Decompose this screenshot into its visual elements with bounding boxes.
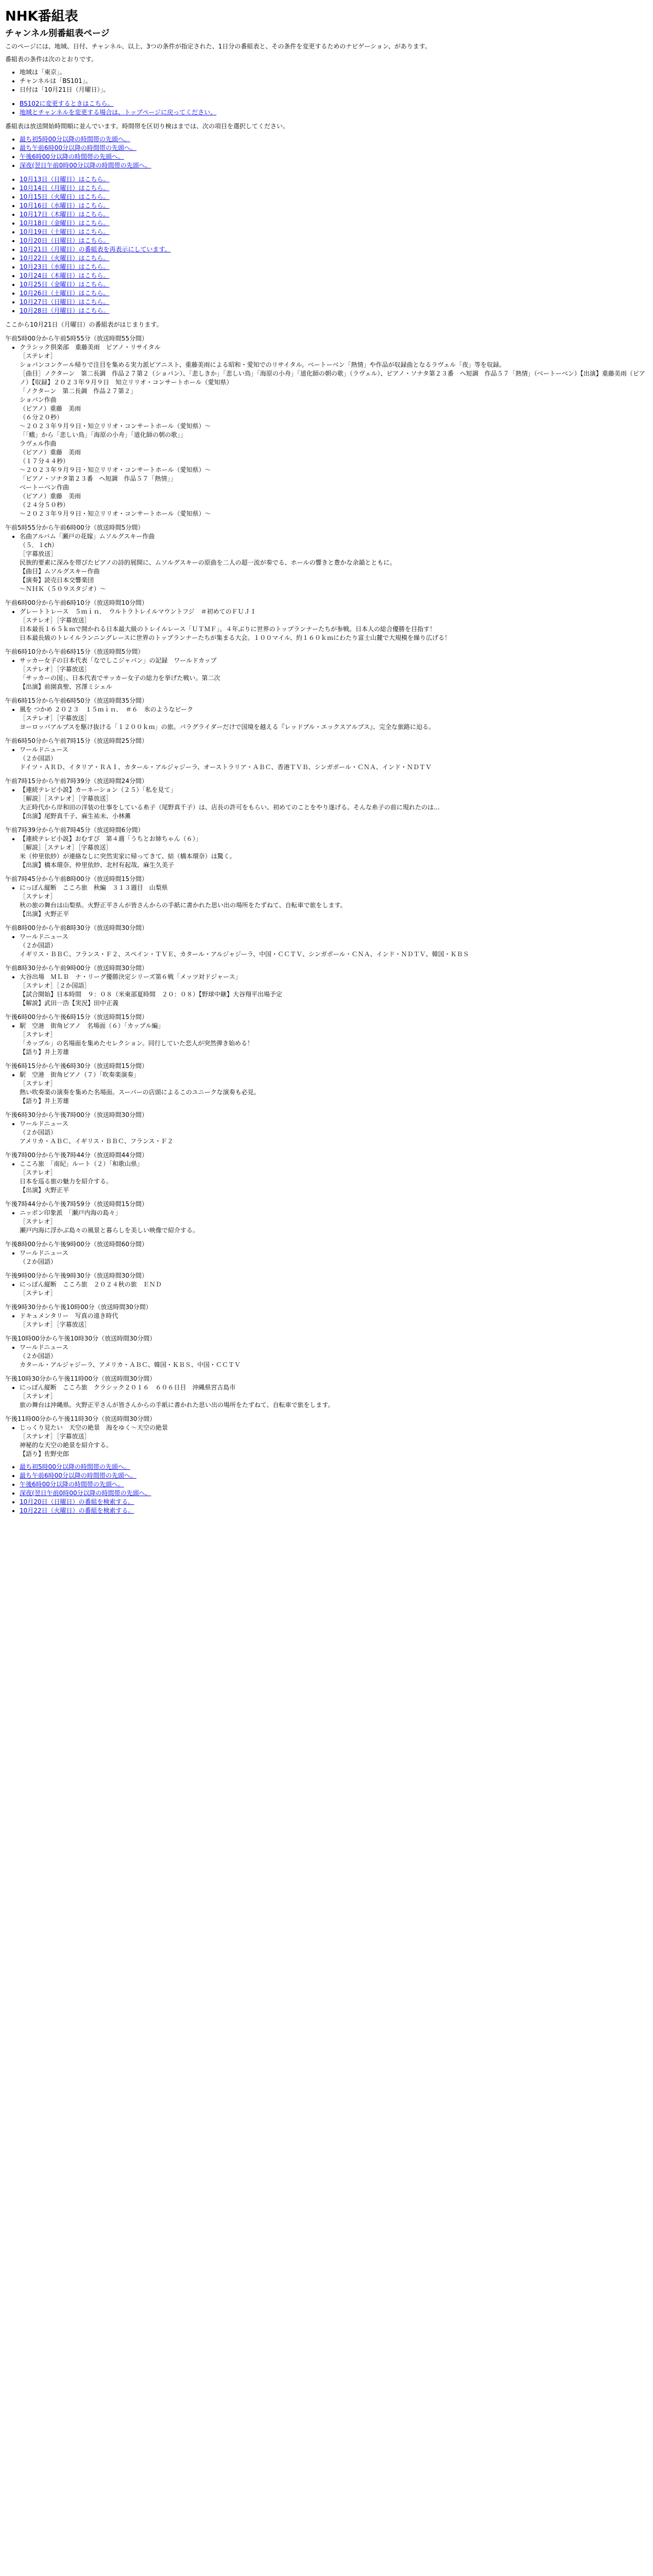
program-detail-line: ［ステレオ］ [20,1218,57,1225]
program-item [20,1022,648,1057]
program-detail-line: ［ステレオ］ [20,1031,57,1038]
time-link[interactable]: 午後6時00分以降の時間帯の先頭へ。 [20,153,124,160]
program-details [5,973,648,1008]
time-links [5,135,648,170]
date-link[interactable]: 10月20日（日曜日）はこちら。 [20,237,110,244]
program-detail-line: ［ステレオ］［字幕放送］ [20,666,91,673]
program-details [5,705,648,732]
program-title: • クラシック倶楽部 重藤美雨 ピアノ・リサイタル [20,344,161,351]
program-detail-line: 〜ＮＨＫ（５０９スタジオ）〜 [20,585,107,592]
program-detail-line: 【出演】火野正平 [20,1187,70,1194]
program-detail-line: ［曲目］ノクターン 第二長調 作品２７第２（ショパン）、「悲しきか」「悲しい鳥」「海原の小舟」「道化師の朝の歌」（ラヴェル）、ピアノ・ソナタ第２３番 ヘ短調 作品５７「熱情」（ベートーベン）【出演】重藤美雨（ピアノ）【収録】２０２３年９月９日 知立リリオ・コンサートホール（愛知県） [20,370,645,386]
program-details [5,933,648,959]
program-time-heading: 午前7時39分から午前7時45分（放送時間6分間） [5,826,144,834]
program-details [5,1022,648,1057]
program-time-heading: 午後10時30分から午後11時00分（放送時間30分間） [5,1375,156,1382]
program-detail-line: 「「蛾」から「悲しい鳥」「海原の小舟」「道化師の朝の歌」」 [20,431,187,438]
time-note: 番組表は放送開始時間順に並んでいます。時間帯を区切り検はまでは、次の項目を選択してください。 [5,123,289,130]
program-time-heading: 午前7時45分から午前8時00分（放送時間15分間） [5,875,148,883]
program-item [20,607,648,642]
program-detail-line: アメリカ・ＡＢＣ、イギリス・ＢＢＣ、フランス・Ｆ２ [20,1138,174,1145]
program-time-heading: 午後7時00分から午後7時44分（放送時間44分間） [5,1151,148,1159]
program-detail-line: 【演奏】読売日本交響楽団 [20,577,94,584]
program-detail-line: 【出演】橋本環奈、仲里依紗、北村有起哉、麻生久美子 [20,861,175,869]
program-details [5,1343,648,1369]
conditions-list [5,68,648,94]
date-link[interactable]: 10月22日（火曜日）はこちら。 [20,255,110,262]
program-title: • ワールドニュース [20,933,68,940]
program-details [5,1071,648,1106]
program-detail-line: 旅の舞台は沖縄県。火野正平さんが皆さんからの手紙に書かれた思い出の場所をたずねて、自転車で旅をします。 [20,1401,334,1409]
program-detail-line: 瀬戸内海に浮かぶ島々の風景と暮らしを美しい映像で紹介する。 [20,1227,199,1234]
program-time-heading: 午後11時00分から午後11時30分（放送時間30分間） [5,1415,156,1422]
program-details [5,656,648,691]
program-detail-line: （ピアノ）重藤 美雨 [20,493,81,500]
time-link[interactable]: 最ち午前6時00分以降の時間帯の先頭へ。 [20,144,136,151]
program-time-heading: 午前6時10分から午前6時15分（放送時間5分間） [5,648,144,655]
program-detail-line: 【試合開始】日本時間 ９：０８（米東部夏時間 ２０：０８）【野球中継】大谷翔平出場予定 [20,991,283,998]
program-item [20,973,648,1008]
program-detail-line: ラヴェル作曲 [20,440,57,447]
program-title: • 大谷出場 ＭＬＢ ナ・リーグ優勝決定シリーズ第６戦「メッツ対ドジャース」 [20,973,242,980]
program-detail-line: （２か国語） [20,755,57,762]
program-detail-line: ［ステレオ］［字幕放送］ [20,1321,91,1328]
program-details [5,532,648,594]
program-time-heading: 午前5時55分から午前6時00分（放送時間5分間） [5,524,144,531]
date-link-current[interactable]: 10月21日（月曜日）の番組表を再表示にしています。 [20,246,171,253]
program-details [5,1280,648,1298]
program-detail-line: （２か国語） [20,942,57,949]
program-title: • 【連続テレビ小説】おむすび 第４週「うちとお姉ちゃん（６）」 [20,835,202,842]
program-title: • 名曲アルバム「瀬戸の花嫁」ムソルグスキー作曲 [20,533,155,540]
program-title: • にっぽん縦断 こころ旅 クラシック２０１６ ６０６日目 沖縄県宮古島市 [20,1384,236,1391]
program-detail-line: ［ステレオ］［字幕放送］ [20,715,91,722]
date-link[interactable]: 10月23日（水曜日）はこちら。 [20,263,110,270]
program-detail-line: 〜２０２３年９月９日・知立リリオ・コンサートホール（愛知県）〜 [20,466,211,473]
program-detail-line: ［字幕放送］ [20,550,57,557]
program-time-heading: 午後10時00分から午後10時30分（放送時間30分間） [5,1335,156,1342]
program-details [5,745,648,772]
time-link[interactable]: 深夜(翌日午前0時00分以降の時間帯の先頭へ。 [20,162,151,169]
back-to-top-link[interactable]: 地域とチャンネルを変更する場合は、トップページに戻ってください。 [20,109,217,116]
program-detail-line: ショパンコンクール帰りで注目を集める実力派ピアニスト、重藤美雨による昭和・愛知でのリサイタル。ベートーベン「熱情」や作品が収録曲となるラヴェル「夜」等を収録。 [20,361,506,368]
program-time-heading: 午後9時30分から午後10時00分（放送時間30分間） [5,1303,152,1311]
program-item [20,1312,648,1329]
page-subtitle: チャンネル別番組表ページ [5,28,110,39]
program-details [5,343,648,518]
program-time-heading: 午前6時50分から午前7時15分（放送時間25分間） [5,737,148,744]
program-details [5,1160,648,1195]
program-title: • 駅 空港 街角ピアノ 名場面（６）「カップル編」 [20,1022,164,1029]
program-details [5,884,648,919]
program-title: • こころ旅 「南紀」ルート（２）「和歌山県」 [20,1160,144,1167]
program-title: • サッカー女子の日本代表「なでしこジャパン」の記録 ワールドカップ [20,657,217,664]
program-item [20,1071,648,1106]
program-title: • 風を つかめ ２０２３ １５ｍｉｎ． ＃６ 氷のようなピーク [20,706,194,713]
program-detail-line: 米（仲里依紗）が連絡なしに突然実家に帰ってきて、結（橋本環奈）は驚く。 [20,853,236,860]
program-details [5,786,648,821]
program-detail-line: ［ステレオ］ [20,1169,57,1176]
program-item [20,1280,648,1298]
program-details [5,1120,648,1146]
program-title: • ワールドニュース [20,746,68,753]
program-time-heading: 午前6時15分から午前6時50分（放送時間35分間） [5,697,148,704]
program-detail-line: 「ノクターン 第二長調 作品２７第２」 [20,387,137,395]
program-details [5,1423,648,1459]
program-detail-line: 秋の旅の舞台は山梨県。火野正平さんが皆さんからの手紙に書かれた思い出の場所をたずねて、自転車で旅をします。 [20,902,347,909]
program-time-heading: 午前6時00分から午前6時10分（放送時間10分間） [5,599,148,606]
program-detail-line: 日本最長級のトレイルランニングレースに世界のトップランナーたちが集まる大会。１００マイル、約１６０ｋｍにわたり富士山麓で大規模を繰り広げる！ [20,634,451,641]
program-detail-line: 【語り】井上芳雄 [20,1097,70,1105]
footer-date-link[interactable]: 10月20日（日曜日）の番組を検索する。 [20,1498,134,1505]
program-detail-line: （２か国語） [20,1129,57,1136]
program-detail-line: ヨーロッパアルプスを駆け抜ける「１２００ｋｍ」の旅。パラグライダーだけで国境を越える『レッドブル・エックスアルプス』、完全な旅路に迫る。 [20,723,435,731]
date-link[interactable]: 10月19日（土曜日）はこちら。 [20,228,110,235]
date-links [5,175,648,315]
date-link[interactable]: 10月24日（木曜日）はこちら。 [20,272,110,279]
date-link[interactable]: 10月17日（木曜日）はこちら。 [20,211,110,218]
date-link[interactable]: 10月27日（日曜日）はこちら。 [20,298,110,306]
program-time-heading: 午前5時00分から午前5時55分（放送時間55分間） [5,335,148,342]
program-details [5,1249,648,1266]
program-details [5,1209,648,1235]
program-item [20,532,648,594]
date-link[interactable]: 10月25日（金曜日）はこちら。 [20,281,110,288]
program-detail-line: 【出演】尾野真千子、麻生祐未、小林薫 [20,812,131,820]
footer-time-link[interactable]: 最ち午前6時00分以降の時間帯の先頭へ。 [20,1472,136,1479]
program-detail-line: ［ステレオ］ [20,1290,57,1297]
program-title: • ニッポン印象派 「瀬戸内海の島々」 [20,1209,122,1216]
program-detail-line: （２か国語） [20,1258,57,1265]
program-detail-line: ［ステレオ］［２か国語］ [20,982,91,989]
program-detail-line: 【解説】武田一浩【実況】田中正義 [20,999,119,1007]
program-time-heading: 午前8時00分から午前8時30分（放送時間30分間） [5,924,148,931]
program-detail-line: （６分２０秒） [20,414,63,421]
list-start-text: ここから10月21日（月曜日）の番組表がはじまります。 [5,321,163,328]
program-item [20,1249,648,1266]
program-item [20,884,648,919]
program-time-heading: 午後6時00分から午後6時15分（放送時間15分間） [5,1013,148,1021]
change-channel-link[interactable]: BS102に変更するときはこちら。 [20,100,114,107]
program-detail-line: 日本を巡る旅の魅力を紹介する。 [20,1178,113,1185]
program-detail-line: （２か国語） [20,1352,57,1360]
date-link[interactable]: 10月14日（月曜日）はこちら。 [20,184,110,192]
program-detail-line: ［ステレオ］ [20,352,57,360]
program-detail-line: 日本最長１６５ｋｍで開かれる日本最大級のトレイルレース「ＵＴＭＦ」。４年ぶりに世界のトップランナーたちが参戦。日本人の総合優勝を目指す！ [20,625,436,633]
program-detail-line: 大正時代から岸和田の洋装の仕事をしている糸子（尾野真千子）は、店長の許可をもらい、初めてのことをやり遂げる。そんな糸子の前に現れたのは… [20,804,440,811]
program-details [5,835,648,870]
program-detail-line: ドイツ・ＡＲＤ、イタリア・ＲＡＩ、カタール・アルジャジーラ、オーストラリア・ＡＢＣ、香港ＴＶＢ、シンガポール・ＣＮＡ、インド・ＮＤＴＶ [20,764,432,771]
program-detail-line: ［ステレオ］ [20,1393,57,1400]
program-title: • ワールドニュース [20,1344,68,1351]
date-link[interactable]: 10月18日（金曜日）はこちら。 [20,219,110,227]
program-detail-line: イギリス・ＢＢＣ、フランス・Ｆ２、スペイン・ＴＶＥ、カタール・アルジャジーラ、中国・ＣＣＴＶ、シンガポール・ＣＮＡ、インド・ＮＤＴＶ、韓国・ＫＢＳ [20,951,469,958]
program-item [20,1423,648,1459]
program-details [5,1383,648,1410]
program-title: • にっぽん縦断 こころ旅 秋編 ３１３週目 山梨県 [20,884,168,891]
program-time-heading: 午前8時30分から午前9時00分（放送時間30分間） [5,964,148,972]
program-item [20,745,648,772]
change-links [5,99,648,117]
program-detail-line: （１７分４４秒） [20,457,70,465]
program-title: • ワールドニュース [20,1249,68,1257]
program-title: • 【連続テレビ小説】カーネーション（２５）「私を見て」 [20,786,177,793]
program-time-heading: 午前7時15分から午前7時39分（放送時間24分間） [5,777,148,785]
footer-time-link[interactable]: 最ち初5時00分以降の時間帯の先頭へ。 [20,1463,130,1470]
program-time-heading: 午後8時00分から午後9時00分（放送時間60分間） [5,1241,148,1248]
program-item [20,1120,648,1146]
program-detail-line: （２４分５０秒） [20,501,70,509]
program-title: • にっぽん縦断 こころ旅 ２０２４秋の旅 ＥＮＤ [20,1281,162,1288]
program-item [20,656,648,691]
program-time-heading: 午後6時30分から午後7時00分（放送時間30分間） [5,1111,148,1118]
intro-text: このページには、地域、日付、チャンネル、以上、3つの条件が指定された、1日分の番組表と、その条件を変更するためのナビゲーション、があります。 [5,43,431,50]
program-detail-line: ［ステレオ］ [20,1080,57,1087]
program-detail-line: ［ステレオ］［字幕放送］ [20,617,91,624]
program-time-heading: 午後7時44分から午後7時59分（放送時間15分間） [5,1200,148,1208]
program-item [20,1383,648,1410]
program-detail-line: 【出演】前園真聖、宮澤ミシェル [20,683,112,690]
date-link[interactable]: 10月16日（水曜日）はこちら。 [20,202,110,209]
date-link[interactable]: 10月13日（日曜日）はこちら。 [20,176,110,183]
program-item [20,1343,648,1369]
program-detail-line: ベートーベン作曲 [20,484,70,491]
program-detail-line: 民族的要素に深みを帯びたピアノの詩的展開に、ムソルグスキーの原曲を二人の超一流が奏でる、ホールの響きと豊かな余韻とともに。 [20,559,396,566]
program-detail-line: 「ピアノ・ソナタ第２３番 ヘ短調 作品５７「熱情」」 [20,475,177,482]
program-detail-line: 〜２０２３年９月９日・知立リリオ・コンサートホール（愛知県）〜 [20,422,211,430]
date-link[interactable]: 10月28日（月曜日）はこちら。 [20,307,110,314]
program-detail-line: 「サッカーの国」、日本代表でサッカー女子の総力を挙げた戦い。第二次 [20,674,220,682]
program-detail-line: 【語り】佐野史郎 [20,1450,70,1458]
program-item [20,1160,648,1195]
program-title: • 駅 空港 街角ピアノ（７）「吹奏楽演奏」 [20,1071,140,1078]
program-item [20,933,648,959]
conditions-note: 番組表の条件は次のとおりです。 [5,56,98,63]
program-detail-line: ［ステレオ］ [20,893,57,900]
program-item [20,705,648,732]
program-detail-line: ［解説］［ステレオ］［字幕放送］ [20,844,112,851]
date-link[interactable]: 10月15日（火曜日）はこちら。 [20,193,110,200]
program-detail-line: （５．１ch） [20,541,58,549]
program-item [20,343,648,518]
condition-item: • 日付は「10月21日（月曜日）」。 [20,86,648,94]
condition-item: • チャンネルは「BS101」。 [20,77,648,86]
program-time-heading: 午後6時15分から午後6時30分（放送時間15分間） [5,1062,148,1070]
program-detail-line: ［解説］［ステレオ］［字幕放送］ [20,795,112,802]
program-detail-line: 神秘的な天空の絶景を紹介する。 [20,1442,113,1449]
program-details [5,607,648,642]
program-detail-line: 熱い吹奏楽の演奏を集めた名場面。スーパーの店頭によるこのユニークな演奏も必見。 [20,1089,260,1096]
footer-links [5,1463,648,1515]
program-detail-line: 〜２０２３年９月９日・知立リリオ・コンサートホール（愛知県）〜 [20,510,211,517]
condition-item: • 地域は「東京」。 [20,68,648,77]
footer-time-link[interactable]: 午後6時00分以降の時間帯の先頭へ。 [20,1481,124,1488]
program-detail-line: 【出演】火野正平 [20,910,70,918]
footer-date-link[interactable]: 10月22日（火曜日）の番組を検索する。 [20,1507,134,1514]
program-time-heading: 午後9時00分から午後9時30分（放送時間30分間） [5,1272,148,1279]
program-detail-line: 「カップル」の名場面を集めたセレクション。同行していた恋人が突然弾き始める！ [20,1040,253,1047]
program-detail-line: （ピアノ）重藤 美雨 [20,449,81,456]
page-title: NHK番組表 [5,9,78,24]
program-detail-line: 【語り】井上芳雄 [20,1048,70,1056]
program-item [20,835,648,870]
program-detail-line: （ピアノ）重藤 美雨 [20,405,81,412]
program-detail-line: カタール・アルジャジーラ、アメリカ・ＡＢＣ、韓国・ＫＢＳ、中国・ＣＣＴＶ [20,1361,240,1368]
program-title: • ワールドニュース [20,1120,68,1127]
program-title: • ドキュメンタリー 写真の遠き時代 [20,1312,118,1319]
program-title: • じっくり見たい 天空の絶景 海をゆく〜天空の絶景 [20,1424,168,1431]
program-detail-line: 【曲目】ムソルグスキー作曲 [20,568,100,575]
date-link[interactable]: 10月26日（土曜日）はこちら。 [20,290,110,297]
program-item [20,786,648,821]
program-title: • グレートトレース ５ｍｉｎ． ウルトラトレイルマウントフジ ＃初めてのＦＵＪＩ [20,608,256,615]
time-link[interactable]: 最ち初5時00分以降の時間帯の先頭へ。 [20,135,130,143]
program-detail-line: ショパン作曲 [20,396,57,403]
program-list [5,334,648,1459]
footer-time-link[interactable]: 深夜(翌日午前0時00分以降の時間帯の先頭へ。 [20,1489,151,1497]
program-details [5,1312,648,1329]
program-detail-line: ［ステレオ］［字幕放送］ [20,1433,91,1440]
program-item [20,1209,648,1235]
